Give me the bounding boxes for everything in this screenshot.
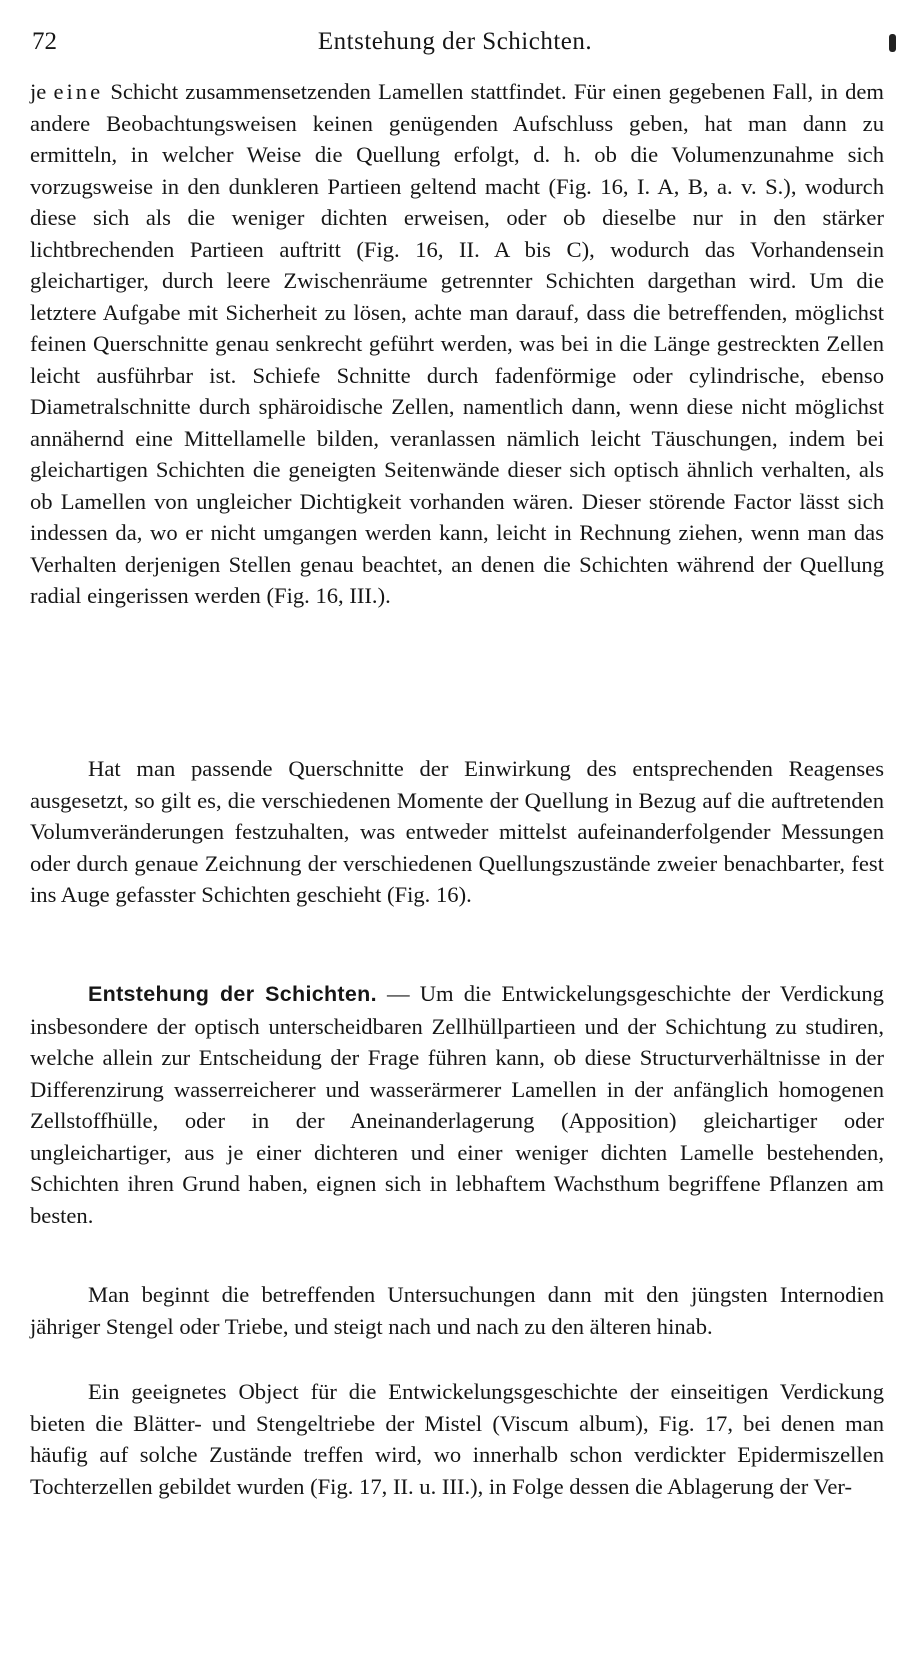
page-number: 72 bbox=[32, 28, 57, 55]
section-heading: Entstehung der Schichten. bbox=[88, 982, 377, 1006]
emphasized-word: eine bbox=[53, 79, 104, 104]
section-entstehung bbox=[30, 978, 884, 1231]
page-header bbox=[30, 28, 880, 64]
paragraph-1-start: je bbox=[30, 79, 54, 104]
paragraph-2-text: Hat man passende Querschnitte der Einwirkung des entsprechenden Reagenses ausgesetzt, so gilt es, die verschiedenen Momente der Quellung in Bezug auf die auftretenden Volumveränderungen festzuhalten, was entweder mittelst aufeinanderfolgender Messungen oder durch genaue Zeichnung der verschiedenen Quellungszustände zweier benachbarter, fest ins Auge gefasster Schichten geschieht (Fig. 16). bbox=[30, 756, 884, 907]
paragraph-5 bbox=[30, 1376, 884, 1502]
paragraph-4-text: Man beginnt die betreffenden Untersuchungen dann mit den jüngsten Internodien jähriger Stengel oder Triebe, und steigt nach und nach zu den älteren hinab. bbox=[30, 1282, 884, 1339]
paragraph-3-text: — Um die Entwickelungsgeschichte der Verdickung insbesondere der optisch unterscheidbaren Zellhüllpartieen und der Schichtung zu studiren, welche allein zur Entscheidung der Frage führen kann, ob diese Structurverhältnisse in der Differenzirung wasserreicherer und wasserärmerer Lamellen in der anfänglich homogenen Zellstoffhülle, oder in der Aneinanderlagerung (Apposition) gleichartiger oder ungleichartiger, aus je einer dichteren und einer weniger dichten Lamelle bestehenden, Schichten ihren Grund haben, eignen sich in lebhaftem Wachsthum begriffene Pflanzen am besten. bbox=[30, 981, 884, 1228]
paragraph-1-body: Schicht zusammensetzenden Lamellen stattfindet. Für einen gegebenen Fall, in dem andere Beobachtungsweisen keinen genügenden Aufschluss geben, hat man dann zu ermitteln, in welcher Weise die Quellung erfolgt, d. h. ob die Volumenzunahme sich vorzugsweise in den dunkleren Partieen geltend macht (Fig. 16, I. A, B, a. v. S.), wodurch diese sich als die weniger dichten erweisen, oder ob dieselbe nur in den stärker lichtbrechenden Partieen auftritt (Fig. 16, II. A bis C), wodurch das Vorhandensein gleichartiger, durch leere Zwischenräume getrennter Schichten dargethan wird. Um die letztere Aufgabe mit Sicherheit zu lösen, achte man darauf, dass die betreffenden, möglichst feinen Querschnitte genau senkrecht geführt werden, was bei in die Länge gestreckten Zellen leicht ausführbar ist. Schiefe Schnitte durch fadenförmige oder cylindrische, ebenso Diametralschnitte durch sphäroidische Zellen, namentlich dann, wenn diese nicht möglichst annähernd eine Mittellamelle bilden, veranlassen nämlich leicht Täuschungen, indem bei gleichartigen Schichten die geneigten Seitenwände dieser sich optisch ähnlich verhalten, als ob Lamellen von ungleicher Dichtigkeit vorhanden wären. Dieser störende Factor lässt sich indessen da, wo er nicht umgangen werden kann, leicht in Rechnung ziehen, wenn man das Verhalten derjenigen Stellen genau beachtet, an denen die Schichten während der Quellung radial eingerissen werden (Fig. 16, III.). bbox=[30, 79, 884, 608]
page-edge-mark bbox=[889, 34, 896, 52]
paragraph-2 bbox=[30, 753, 884, 911]
running-title: Entstehung der Schichten. bbox=[317, 28, 593, 55]
paragraph-4 bbox=[30, 1279, 884, 1342]
paragraph-5-text: Ein geeignetes Object für die Entwickelungsgeschichte der einseitigen Verdickung bieten die Blätter- und Stengeltriebe der Mistel (Viscum album), Fig. 17, bei denen man häufig auf solche Zustände treffen wird, wo innerhalb schon verdickter Epidermiszellen Tochterzellen gebildet wurden (Fig. 17, II. u. III.), in Folge dessen die Ablagerung der Ver- bbox=[30, 1379, 884, 1499]
paragraph-continuation bbox=[30, 76, 884, 612]
